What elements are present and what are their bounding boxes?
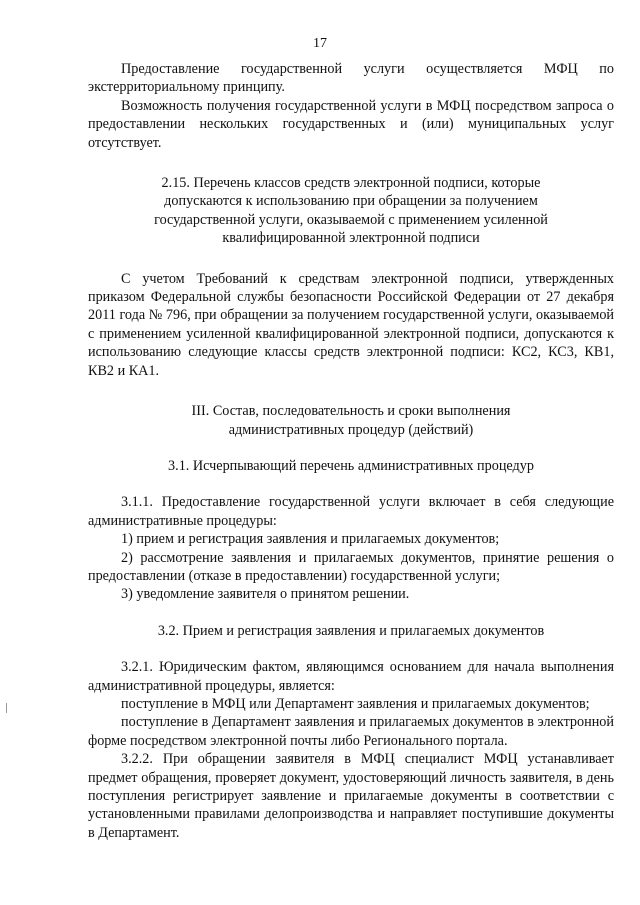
section-heading-2-15: 2.15. Перечень классов средств электронной подписи, которые допускаются к использованию при обращении за получением государственной услуги, оказываемой с применением усиленной квалифицированной электронной подписи [154,175,548,247]
page-number: 17 [313,36,327,51]
paragraph-signature-classes: С учетом Требований к средствам электронной подписи, утвержденных приказом Федеральной службы безопасности Российской Федерации от 27 декабря 2011 года № 796, при обращении за получением государственной услуги, оказываемой с применением усиленной квалифицированной электронной подписи, допускаются к использованию следующие классы средств электронной подписи: КС2, КС3, КВ1, КВ2 и КА1. [88,270,614,379]
spacer [88,380,614,402]
document-body [88,60,614,842]
paragraph-3-2-1: 3.2.1. Юридическим фактом, являющимся основанием для начала выполнения административной процедуры, является: [88,659,614,694]
paragraph-3-1-1: 3.1.1. Предоставление государственной услуги включает в себя следующие административные процедуры: [88,494,614,529]
paragraph-3-2-1-mfc: поступление в МФЦ или Департамент заявления и прилагаемых документов; [121,695,590,712]
list-item-3: 3) уведомление заявителя о принятом решении. [121,586,410,603]
spacer [88,475,614,493]
margin-mark [6,703,7,713]
spacer [88,640,614,658]
paragraph-3-2-2: 3.2.2. При обращении заявителя в МФЦ специалист МФЦ устанавливает предмет обращения, проверяет документ, удостоверяющий личность заявителя, в день поступления регистрирует заявление и прилагаемые документы в соответствии с установленными правилами делопроизводства и направляет поступившие документы в Департамент. [88,751,614,841]
section-heading-iii: III. Состав, последовательность и сроки выполнения административных процедур (действий) [191,403,511,438]
list-item-2: 2) рассмотрение заявления и прилагаемых документов, принятие решения о предоставлении (отказе в предоставлении) государственной услуги; [88,549,614,584]
paragraph-extraterritorial: Предоставление государственной услуги осуществляется МФЦ по экстерриториальному принципу. [88,61,614,96]
section-heading-3-1: 3.1. Исчерпывающий перечень административных процедур [168,457,534,474]
spacer [88,152,614,174]
paragraph-multiple-services: Возможность получения государственной услуги в МФЦ посредством запроса о предоставлении нескольких государственных и (или) муниципальных услуг отсутствует. [88,97,614,151]
spacer [88,248,614,270]
paragraph-3-2-1-electronic: поступление в Департамент заявления и прилагаемых документов в электронной форме посредством электронной почты либо Регионального портала. [88,714,614,749]
spacer [88,604,614,622]
spacer [88,439,614,457]
list-item-1: 1) прием и регистрация заявления и прилагаемых документов; [121,531,500,548]
section-heading-3-2: 3.2. Прием и регистрация заявления и прилагаемых документов [157,622,545,639]
